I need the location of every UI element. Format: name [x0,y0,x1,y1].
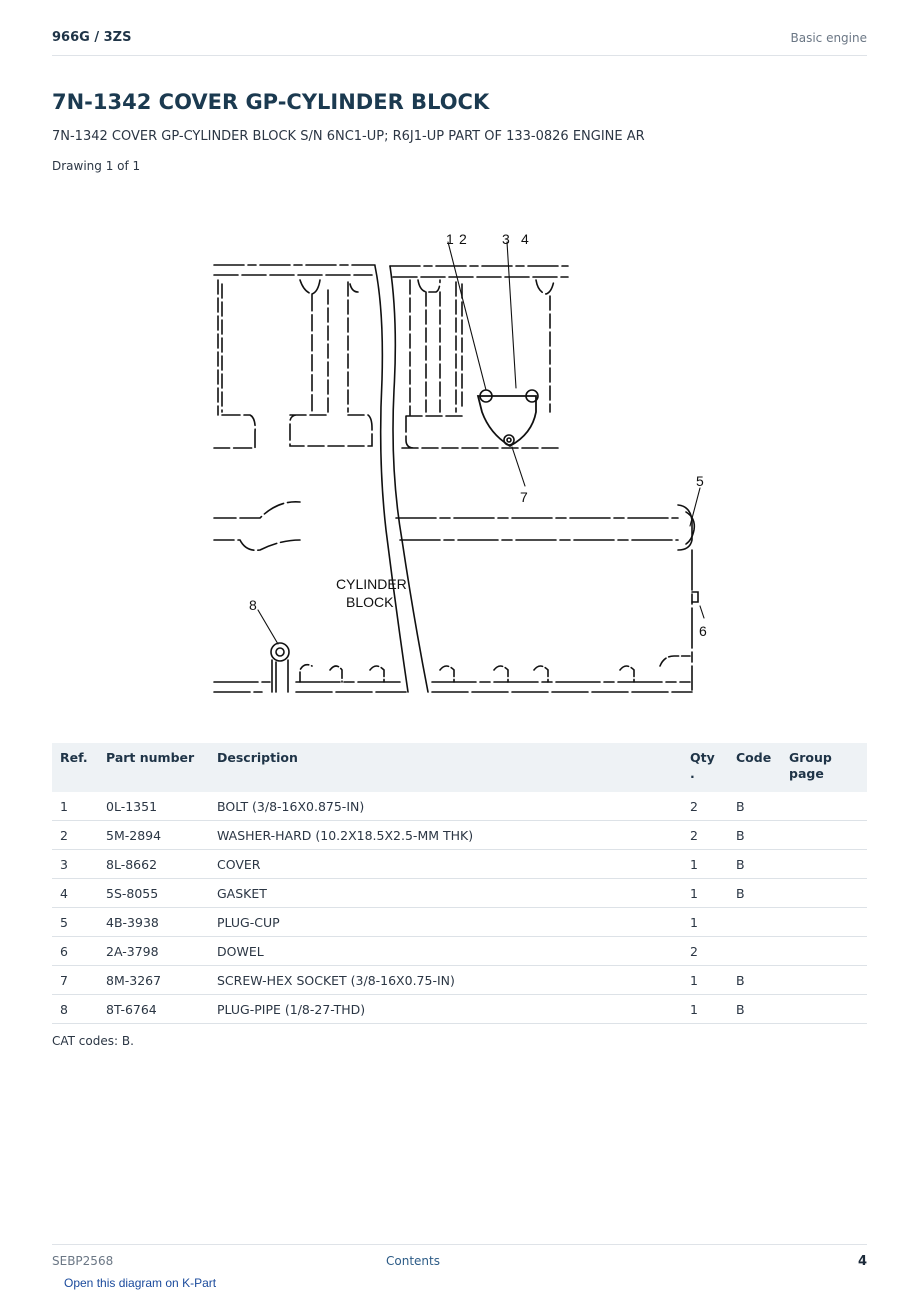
block-label-line2: BLOCK [346,594,394,610]
cell-ref: 1 [52,792,98,821]
table-row [52,792,867,821]
cell-group-page [781,937,867,966]
cell-ref: 7 [52,966,98,995]
callout-6: 6 [699,623,707,639]
col-header-code: Code [728,743,781,792]
callout-1: 1 [446,231,454,247]
table-row [52,850,867,879]
col-header-qty [682,743,728,792]
cell-description: DOWEL [209,937,682,966]
cell-group-page [781,995,867,1024]
cell-group-page [781,966,867,995]
cell-group-page [781,908,867,937]
cell-qty: 1 [682,995,728,1024]
cell-part-number: 0L-1351 [98,792,209,821]
col-header-group-page [781,743,867,792]
parts-table [52,743,867,1024]
cell-qty: 1 [682,908,728,937]
cell-part-number: 5M-2894 [98,821,209,850]
table-row [52,937,867,966]
callout-3: 3 [502,231,510,247]
cell-description: BOLT (3/8-16X0.875-IN) [209,792,682,821]
cell-part-number: 8L-8662 [98,850,209,879]
page-number: 4 [857,1254,867,1269]
model-label: 966G / 3ZS [52,30,132,45]
qty-header-line1: Qty [690,750,715,765]
cell-ref: 2 [52,821,98,850]
cell-description: COVER [209,850,682,879]
block-label-line1: CYLINDER [336,576,407,592]
parts-diagram [200,200,720,710]
callout-4: 4 [521,231,529,247]
cell-code: B [728,792,781,821]
cell-code: B [728,821,781,850]
table-header-row [52,743,867,792]
page-header [52,28,867,56]
col-header-ref: Ref. [52,743,98,792]
page-footer [52,1244,867,1269]
group-header-line1: Group [789,750,832,765]
cell-qty: 1 [682,966,728,995]
callout-8: 8 [249,597,257,613]
cell-description: PLUG-PIPE (1/8-27-THD) [209,995,682,1024]
col-header-description: Description [209,743,682,792]
cell-qty: 2 [682,792,728,821]
table-row [52,966,867,995]
open-kpart-link[interactable]: Open this diagram on K-Part [64,1276,217,1290]
contents-link[interactable]: Contents [386,1254,440,1268]
cell-description: SCREW-HEX SOCKET (3/8-16X0.75-IN) [209,966,682,995]
page-subtitle: 7N-1342 COVER GP-CYLINDER BLOCK S/N 6NC1-UP; R6J1-UP PART OF 133-0826 ENGINE AR [52,129,645,144]
group-header-line2: page [789,766,824,781]
qty-header-line2: . [690,766,695,781]
cell-code [728,908,781,937]
document-number: SEBP2568 [52,1254,114,1268]
cell-ref: 5 [52,908,98,937]
cell-description: PLUG-CUP [209,908,682,937]
cell-part-number: 8M-3267 [98,966,209,995]
callout-7: 7 [520,489,528,505]
callout-5: 5 [696,473,704,489]
cell-code [728,937,781,966]
table-row [52,821,867,850]
callout-2: 2 [459,231,467,247]
table-row [52,879,867,908]
cell-description: GASKET [209,879,682,908]
col-header-part-number: Part number [98,743,209,792]
cat-codes-note: CAT codes: B. [52,1034,134,1048]
section-label: Basic engine [790,31,867,45]
cell-qty: 1 [682,850,728,879]
cell-group-page [781,879,867,908]
cell-part-number: 8T-6764 [98,995,209,1024]
cell-group-page [781,821,867,850]
table-row [52,995,867,1024]
cell-part-number: 2A-3798 [98,937,209,966]
cell-ref: 8 [52,995,98,1024]
cell-code: B [728,879,781,908]
cell-code: B [728,966,781,995]
drawing-count: Drawing 1 of 1 [52,159,141,173]
cell-ref: 6 [52,937,98,966]
cell-qty: 2 [682,937,728,966]
cell-ref: 3 [52,850,98,879]
cell-part-number: 5S-8055 [98,879,209,908]
cell-qty: 2 [682,821,728,850]
cell-group-page [781,792,867,821]
cell-group-page [781,850,867,879]
cell-ref: 4 [52,879,98,908]
table-row [52,908,867,937]
cell-code: B [728,850,781,879]
cell-qty: 1 [682,879,728,908]
cell-code: B [728,995,781,1024]
cell-part-number: 4B-3938 [98,908,209,937]
page-title: 7N-1342 COVER GP-CYLINDER BLOCK [52,90,490,114]
cell-description: WASHER-HARD (10.2X18.5X2.5-MM THK) [209,821,682,850]
